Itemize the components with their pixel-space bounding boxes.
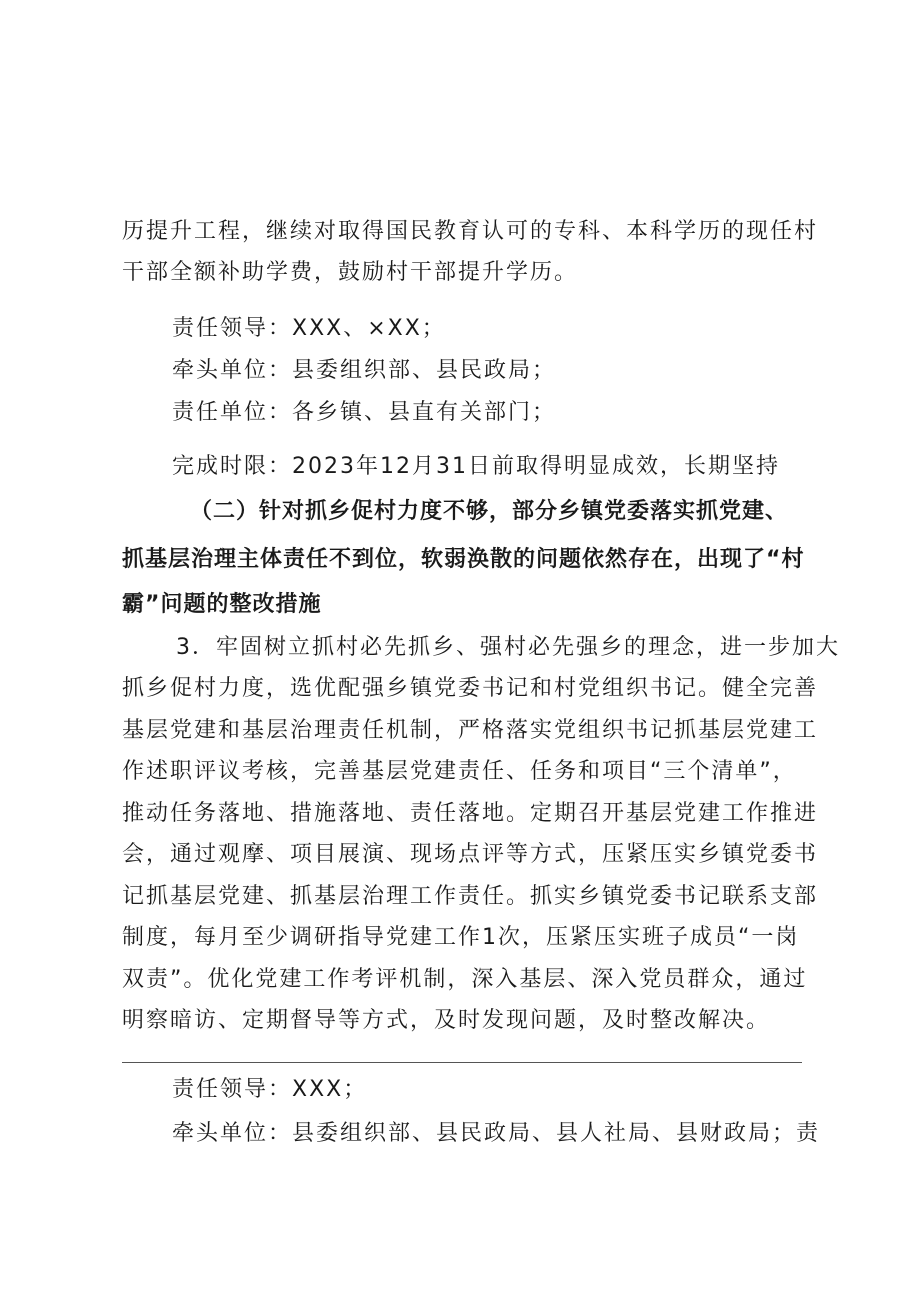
body-text-line: 干部全额补助学费，鼓励村干部提升学历。 [122, 260, 579, 285]
body-text-line: 推动任务落地、措施落地、责任落地。定期召开基层党建工作推进 [122, 801, 819, 826]
body-text-line: 制度，每月至少调研指导党建工作1次，压紧压实班子成员“一岗 [122, 925, 800, 950]
body-text-line: 基层党建和基层治理责任机制，严格落实党组织书记抓基层党建工 [122, 718, 819, 743]
responsible-unit: 责任单位：各乡镇、县直有关部门； [172, 400, 557, 425]
section-heading-line: 霸”问题的整改措施 [122, 592, 322, 617]
responsible-leader: 责任领导：XXX、×XX； [172, 316, 446, 341]
body-text-line: 双责”。优化党建工作考评机制，深入基层、深入党员群众，通过 [122, 967, 808, 992]
body-text-line: 记抓基层党建、抓基层治理工作责任。抓实乡镇党委书记联系支部 [122, 884, 819, 909]
lead-unit: 牵头单位：县委组织部、县民政局； [172, 358, 557, 383]
section-heading-line: 抓基层治理主体责任不到位，软弱涣散的问题依然存在，出现了“村 [122, 547, 805, 572]
divider [122, 1062, 802, 1063]
completion-deadline: 完成时限：2023年12月31日前取得明显成效，长期坚持 [172, 454, 780, 479]
body-text-line: 作述职评议考核，完善基层党建责任、任务和项目“三个清单”， [122, 759, 797, 784]
body-text-line: 明察暗访、定期督导等方式，及时发现问题，及时整改解决。 [122, 1008, 771, 1033]
responsible-leader: 责任领导：XXX； [172, 1077, 368, 1102]
body-text-line: 会，通过观摩、项目展演、现场点评等方式，压紧压实乡镇党委书 [122, 842, 819, 867]
section-heading-line: （二）针对抓乡促村力度不够，部分乡镇党委落实抓党建、 [190, 499, 789, 524]
body-text-line: 抓乡促村力度，选优配强乡镇党委书记和村党组织书记。健全完善 [122, 676, 819, 701]
body-text-line: 3．牢固树立抓村必先抓乡、强村必先强乡的理念，进一步加大 [176, 635, 840, 660]
body-text-line: 历提升工程，继续对取得国民教育认可的专科、本科学历的现任村 [122, 219, 819, 244]
lead-unit: 牵头单位：县委组织部、县民政局、县人社局、县财政局；责 [172, 1121, 821, 1146]
